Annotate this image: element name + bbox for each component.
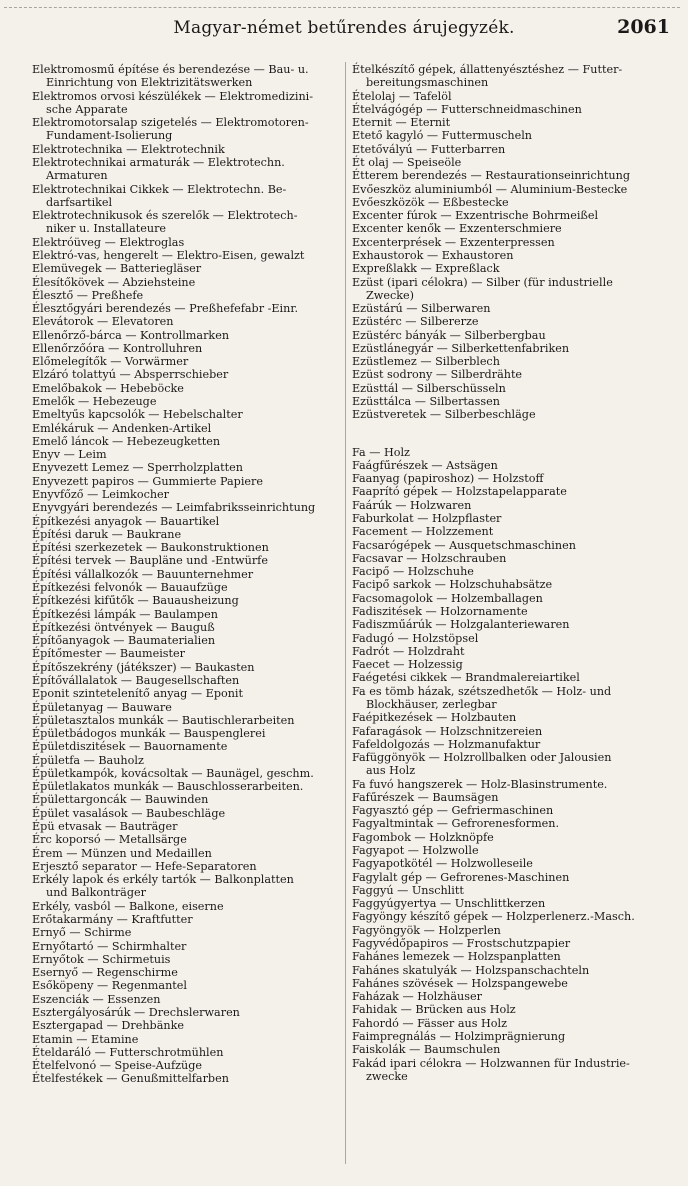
entry-line: Ét olaj — Speiseöle: [352, 155, 462, 169]
entry-line: Elektróüveg — Elektroglas: [32, 235, 185, 249]
entry-line: Facement — Holzzement: [352, 525, 494, 539]
entry-line: Fafűrészek — Baumsägen: [352, 790, 499, 804]
entry-line: Fafeldolgozás — Holzmanufaktur: [352, 737, 541, 751]
entry-line: Faggyú — Unschlitt: [352, 883, 464, 897]
entry-line: Fahordó — Fässer aus Holz: [352, 1016, 507, 1030]
entry-line: Faiskolák — Baumschulen: [352, 1043, 501, 1057]
entry-line: Etető kagyló — Futtermuscheln: [352, 129, 532, 143]
entry-line: Elektrotechnikusok és szerelők — Elektrotech-: [32, 209, 298, 223]
entry-line: Etetővályú — Futterbarren: [352, 142, 506, 156]
right-column: [352, 63, 676, 1083]
entry-line: Ételvágógép — Futterschneidmaschinen: [352, 102, 582, 116]
entry-line: Faaprító gépek — Holzstapelapparate: [352, 485, 567, 499]
entry-line: Excenter fúrok — Exzentrische Bohrmeißel: [352, 209, 599, 223]
entry-line: Erőtakarmány — Kraftfutter: [32, 913, 193, 926]
entry-line: Faecet — Holzessig: [352, 658, 463, 672]
entry-line: Fagyaltmintak — Gefrorenesformen.: [352, 817, 560, 831]
entry-line: Faágfűrészek — Astsägen: [352, 458, 498, 472]
entry-line: Fagombok — Holzknöpfe: [352, 830, 494, 844]
entry-line: Evőeszköz aluminiumból — Aluminium-Bestecke: [352, 182, 628, 196]
entry-line: Épületlakatos munkák — Bauschlosserarbeiten.: [32, 780, 304, 794]
entry-line: Elemüvegek — Batteriegläser: [32, 262, 202, 276]
column-divider: [345, 62, 346, 1164]
entry-line: Excenter kenők — Exzenterschmiere: [352, 222, 562, 236]
entry-line: Facipő sarkok — Holzschuhabsätze: [352, 578, 553, 592]
entry-line: Eponit szintetelenítő anyag — Eponit: [32, 687, 243, 701]
entry-line: Emlékáruk — Andenken-Artikel: [32, 421, 212, 435]
entry-line: Faggyúgyertya — Unschlittkerzen: [352, 897, 546, 911]
entry-line: Esernyő — Regenschirme: [32, 966, 178, 980]
entry-line: Elektrotechnika — Elektrotechnik: [32, 142, 225, 156]
entry-line: Ellenőrzőóra — Kontrolluhren: [32, 341, 203, 355]
entry-line: Élesítőkövek — Abziehsteine: [32, 275, 196, 289]
entry-line: Ételdaráló — Futterschrotmühlen: [32, 1045, 224, 1059]
entry-line: Fagylalt gép — Gefrorenes-Maschinen: [352, 870, 570, 884]
entry-line: Ezüstérc — Silbererze: [352, 315, 479, 329]
entry-line: Fadiszitések — Holzornamente: [352, 604, 528, 618]
entry-line: Épü etvasak — Bauträger: [32, 820, 178, 834]
entry-line: Fadugó — Holzstöpsel: [352, 631, 479, 645]
entry-line: Ezüstveretek — Silberbeschläge: [352, 408, 536, 422]
entry-line: Etamin — Etamine: [32, 1032, 139, 1046]
entry-line: Élesztőgyári berendezés — Preßhefefabr -Einr.: [32, 302, 298, 316]
entry-line: Elektromosmű építése és berendezése — Bau- u.: [32, 63, 309, 76]
entry-line: Esztergályosárúk — Drechslerwaren: [32, 1005, 240, 1019]
entry-line: aus Holz: [366, 764, 416, 778]
entry-line: Elzáró tolattyú — Absperrschieber: [32, 368, 229, 382]
entry-line: Ernyő — Schirme: [32, 926, 132, 940]
entry-line: Emelők — Hebezeuge: [32, 395, 157, 409]
entry-line: Elektrotechnikai Cikkek — Elektrotechn. Be-: [32, 182, 287, 196]
entry-line: Expreßlakk — Expreßlack: [352, 262, 500, 276]
entry-line: Ernyőtartó — Schirmhalter: [32, 939, 187, 953]
entry-line: Fahidak — Brücken aus Holz: [352, 1003, 516, 1017]
entry-line: Esőköpeny — Regenmantel: [32, 979, 187, 993]
entry-line: Faburkolat — Holzpflaster: [352, 512, 502, 525]
entry-line: Ezüst (ipari célokra) — Silber (für industrielle: [352, 275, 613, 289]
entry-line: Épülettargoncák — Bauwinden: [32, 793, 209, 807]
entry-line: Építési szerkezetek — Baukonstruktionen: [32, 541, 269, 555]
entry-line: Fahánes lemezek — Holzspanplatten: [352, 950, 561, 964]
entry-line: Enyv — Leim: [32, 448, 107, 462]
entry-line: Zwecke): [366, 288, 415, 302]
entry-line: Elektromos orvosi készülékek — Elektromedizini-: [32, 89, 314, 103]
entry-line: Fagyapot — Holzwolle: [352, 844, 479, 858]
entry-line: Facsomagolok — Holzemballagen: [352, 591, 543, 605]
entry-line: Fagyapotkötél — Holzwolleseile: [352, 857, 533, 871]
entry-line: Eszenciák — Essenzen: [32, 992, 161, 1006]
entry-line: zwecke: [366, 1069, 408, 1083]
entry-line: Armaturen: [46, 169, 108, 183]
entry-line: Fahánes skatulyák — Holzspanschachteln: [352, 963, 590, 977]
entry-line: Ételkészítő gépek, állattenyésztéshez — Futter-: [352, 63, 623, 76]
entry-line: Ezüstlemez — Silberblech: [352, 355, 500, 369]
entry-line: Élesztő — Preßhefe: [32, 288, 144, 302]
entry-line: Elektromotorsalap szigetelés — Elektromotoren-: [32, 116, 309, 130]
entry-line: Emelő láncok — Hebezeugketten: [32, 434, 221, 448]
entry-line: Építési daruk — Baukrane: [32, 527, 182, 541]
entry-line: Ellenőrző-bárca — Kontrollmarken: [32, 328, 230, 342]
page-number: 2061: [617, 16, 670, 38]
entry-line: Blockhäuser, zerlegbar: [366, 697, 497, 711]
entry-line: Faépitkezések — Holzbauten: [352, 711, 517, 725]
entry-line: Fa fuvó hangszerek — Holz-Blasinstrumente.: [352, 777, 608, 791]
entry-line: Elektrotechnikai armaturák — Elektrotechn.: [32, 155, 285, 169]
entry-line: Épületkampók, kovácsoltak — Baunägel, geschm.: [32, 766, 314, 780]
entry-line: Építési vállalkozók — Bauunternehmer: [32, 567, 254, 581]
entry-line: niker u. Installateure: [46, 222, 167, 236]
entry-line: Ételfelvonó — Speise-Aufzüge: [32, 1059, 202, 1073]
entry-line: Építőszekrény (játékszer) — Baukasten: [32, 660, 255, 674]
entry-line: Érc koporsó — Metallsärge: [32, 833, 187, 847]
entry-line: Ezüst sodrony — Silberdrähte: [352, 368, 523, 382]
entry-line: Facipő — Holzschuhe: [352, 565, 474, 579]
entry-line: Evőeszközök — Eßbestecke: [352, 195, 509, 209]
entry-line: Emelőbakok — Hebeböcke: [32, 381, 184, 395]
entry-line: Ezüstlánegyár — Silberkettenfabriken: [352, 341, 570, 355]
left-column: [32, 63, 340, 1086]
entry-line: Enyvgyári berendezés — Leimfabriksseinrichtung: [32, 501, 316, 515]
entry-line: Facsarógépek — Ausquetschmaschinen: [352, 538, 576, 552]
entry-line: Építkezési kifűtők — Bauausheizung: [32, 594, 239, 608]
page-header: [0, 16, 688, 42]
entry-line: Építkezési felvonók — Bauaufzüge: [32, 580, 228, 594]
entry-line: Ezüsttál — Silberschüsseln: [352, 381, 506, 395]
top-border-rule: [4, 7, 680, 8]
entry-line: Épületdiszitések — Bauornamente: [32, 740, 228, 754]
entry-line: Érem — Münzen und Medaillen: [32, 846, 212, 860]
entry-line: Fadiszműárúk — Holzgalanteriewaren: [352, 618, 570, 632]
entry-line: Elektró-vas, hengerelt — Elektro-Eisen, gewalzt: [32, 248, 305, 262]
entry-line: Eternit — Eternit: [352, 116, 451, 130]
entry-line: darfsartikel: [46, 195, 113, 209]
entry-line: Fafüggönyök — Holzrollbalken oder Jalousien: [352, 751, 612, 765]
entry-line: Faégetési cikkek — Brandmalereiartikel: [352, 671, 580, 685]
entry-line: bereitungsmaschinen: [366, 76, 489, 90]
entry-line: Épületasztalos munkák — Bautischlerarbeiten: [32, 713, 295, 727]
entry-line: Ételfestékek — Genußmittelfarben: [32, 1072, 229, 1086]
entry-line: Erkély lapok és erkély tartók — Balkonplatten: [32, 873, 294, 887]
entry-line: Einrichtung von Elektrizitätswerken: [46, 76, 253, 90]
entry-line: Épület vasalások — Baubeschläge: [32, 806, 226, 820]
entry-line: Építőmester — Baumeister: [32, 647, 185, 661]
entry-line: Enyvezett Lemez — Sperrholzplatten: [32, 461, 243, 475]
entry-line: Előmelegítők — Vorwärmer: [32, 355, 189, 369]
entry-line: Enyvfőző — Leimkocher: [32, 488, 170, 501]
entry-line: Ételolaj — Tafelöl: [352, 89, 452, 103]
entry-line: Fa es tömb házak, szétszedhetők — Holz- und: [352, 684, 612, 698]
entry-line: Fakád ipari célokra — Holzwannen für Industrie-: [352, 1056, 630, 1070]
entry-line: Épületanyag — Bauware: [32, 700, 172, 714]
entry-line: Építkezési lámpák — Baulampen: [32, 607, 218, 621]
entry-line: Fagyasztó gép — Gefriermaschinen: [352, 804, 554, 818]
entry-line: Facsavar — Holzschrauben: [352, 551, 507, 565]
entry-line: Esztergapad — Drehbänke: [32, 1019, 184, 1033]
entry-line: Ernyőtok — Schirmetuis: [32, 952, 171, 966]
entry-line: Faházak — Holzhäuser: [352, 990, 482, 1004]
entry-line: Ezüsttálca — Silbertassen: [352, 395, 500, 409]
entry-line: und Balkonträger: [46, 886, 146, 900]
entry-line: Építőanyagok — Baumaterialien: [32, 634, 216, 648]
entry-line: Étterem berendezés — Restaurationseinrichtung: [352, 169, 631, 183]
entry-line: Fafaragások — Holzschnitzereien: [352, 724, 543, 738]
entry-line: Épületbádogos munkák — Bauspenglerei: [32, 727, 266, 741]
entry-line: Építővállalatok — Baugesellschaften: [32, 673, 240, 687]
entry-line: Fadrót — Holzdraht: [352, 644, 465, 658]
entry-line: Építési tervek — Baupläne und -Entwürfe: [32, 554, 268, 568]
entry-line: Faimpregnálás — Holzimprägnierung: [352, 1029, 566, 1043]
entry-line: Elevátorok — Elevatoren: [32, 315, 174, 329]
entry-line: Faanyag (papiroshoz) — Holzstoff: [352, 472, 544, 486]
entry-line: Fagyöngyök — Holzperlen: [352, 923, 501, 937]
entry-line: Ezüstárú — Silberwaren: [352, 302, 491, 316]
entry-line: Fundament-Isolierung: [46, 129, 173, 143]
entry-line: Fagyvédőpapiros — Frostschutzpapier: [352, 937, 571, 950]
entry-line: Excenterprések — Exzenterpressen: [352, 235, 555, 249]
entry-line: Enyvezett papiros — Gummierte Papiere: [32, 474, 263, 488]
page-title: Magyar-német betűrendes árujegyzék.: [173, 18, 515, 38]
entry-line: Erkély, vasból — Balkone, eiserne: [32, 899, 224, 913]
entry-line: Emeltyűs kapcsolók — Hebelschalter: [32, 408, 243, 422]
entry-line: Fahánes szövések — Holzspangewebe: [352, 976, 568, 990]
entry-line: Ezüstérc bányák — Silberbergbau: [352, 328, 546, 342]
entry-line: Építkezési anyagok — Bauartikel: [32, 514, 220, 528]
entry-line: Épületfa — Bauholz: [32, 753, 144, 767]
entry-line: Exhaustorok — Exhaustoren: [352, 248, 514, 262]
entry-line: Fagyöngy készítő gépek — Holzperlenerz.-Masch.: [352, 910, 635, 924]
entry-line: sche Apparate: [46, 102, 128, 116]
entry-line: Építkezési öntvények — Bauguß: [32, 620, 215, 634]
entry-line: Faárúk — Holzwaren: [352, 498, 472, 512]
entry-line: Erjesztő separator — Hefe-Separatoren: [32, 859, 257, 873]
entry-line: Fa — Holz: [352, 445, 410, 459]
